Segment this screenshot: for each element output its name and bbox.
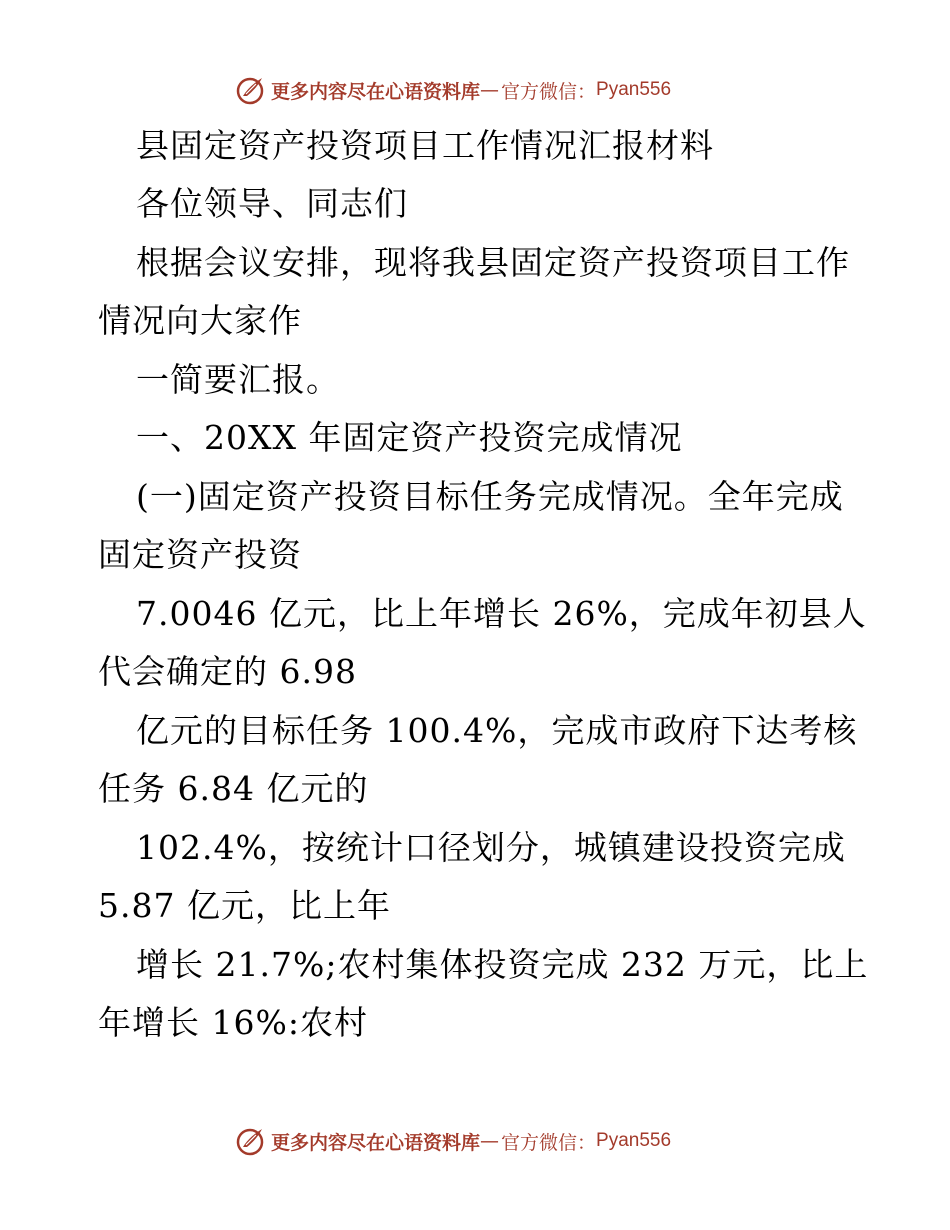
quill-logo-icon: [235, 1125, 267, 1157]
paragraph-line: 代会确定的 6.98: [98, 652, 357, 691]
paragraph-line: 102.4%，按统计口径划分，城镇建设投资完成: [136, 828, 846, 867]
paragraph-line: 任务 6.84 亿元的: [98, 769, 369, 808]
paragraph-line: 一简要汇报。: [136, 360, 340, 399]
paragraph-line: 固定资产投资: [98, 535, 302, 574]
watermark-wechat-id: Pyan556: [596, 79, 672, 100]
watermark-separator: —: [480, 79, 500, 101]
paragraph-line: (一)固定资产投资目标任务完成情况。全年完成: [136, 477, 844, 516]
footer-watermark: [235, 1123, 671, 1159]
paragraph-line: 情况向大家作: [98, 301, 302, 340]
salutation: 各位领导、同志们: [136, 184, 408, 223]
watermark-main-text: 更多内容尽在心语资料库: [271, 80, 481, 103]
quill-logo-icon: [235, 74, 267, 106]
section-heading: 一、20XX 年固定资产投资完成情况: [136, 418, 683, 457]
watermark-separator: —: [480, 1130, 500, 1152]
paragraph-line: 年增长 16%:农村: [98, 1003, 368, 1042]
watermark-wechat-id: Pyan556: [596, 1130, 672, 1151]
paragraph-line: 根据会议安排，现将我县固定资产投资项目工作: [136, 243, 850, 282]
watermark-wechat-label: 官方微信：: [501, 80, 597, 103]
watermark-main-text: 更多内容尽在心语资料库: [271, 1131, 481, 1154]
paragraph-line: 亿元的目标任务 100.4%，完成市政府下达考核: [136, 711, 858, 750]
header-watermark: [235, 72, 671, 108]
watermark-wechat-label: 官方微信：: [501, 1131, 597, 1154]
document-title: 县固定资产投资项目工作情况汇报材料: [136, 126, 714, 165]
paragraph-line: 7.0046 亿元，比上年增长 26%，完成年初县人: [136, 594, 867, 633]
paragraph-line: 增长 21.7%;农村集体投资完成 232 万元，比上: [136, 945, 869, 984]
paragraph-line: 5.87 亿元，比上年: [98, 886, 391, 925]
